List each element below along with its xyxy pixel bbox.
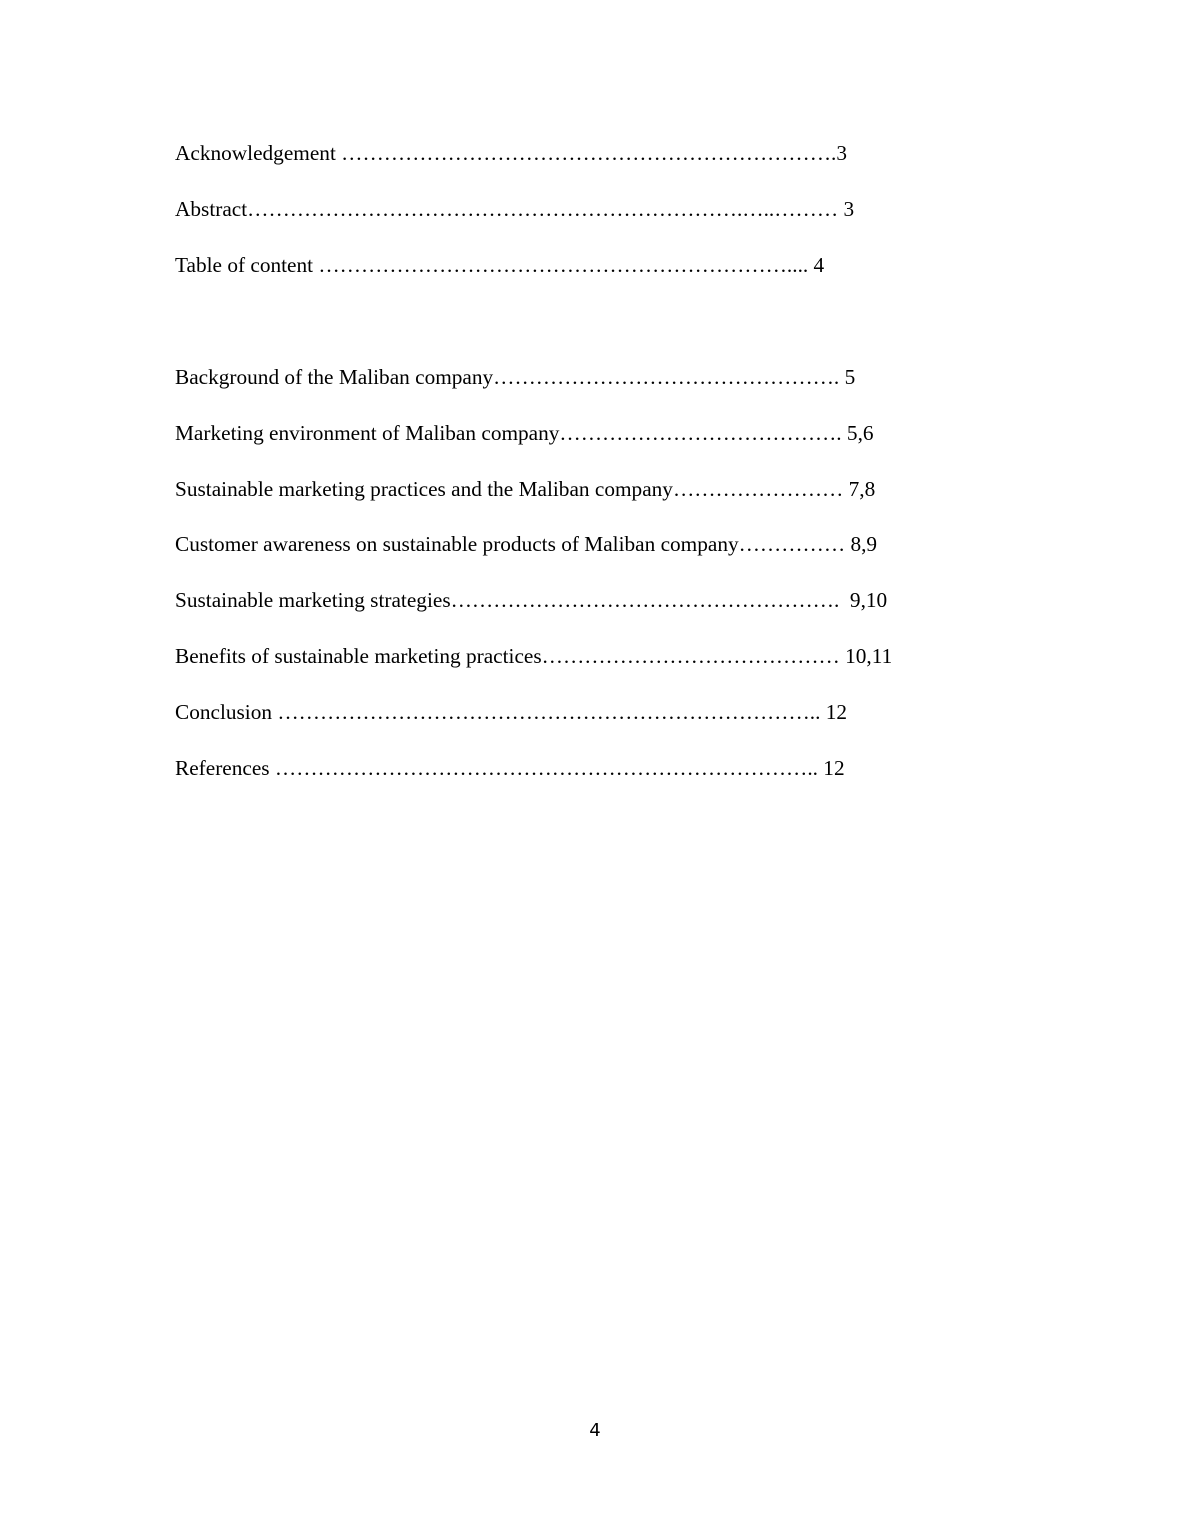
toc-entry-customer-awareness: Customer awareness on sustainable products of Maliban company…………… 8,9 — [175, 532, 878, 557]
page-number: 4 — [589, 1420, 601, 1441]
toc-entry-background: Background of the Maliban company…………………………………………. 5 — [175, 365, 856, 389]
toc-entry-table-of-content: Table of content ………………………………………………………….... 4 — [175, 253, 825, 277]
toc-main-sections — [175, 362, 1035, 808]
toc-entry-benefits: Benefits of sustainable marketing practices…………………………………… 10,11 — [175, 643, 893, 668]
toc-front-matter — [175, 138, 1035, 306]
toc-entry-conclusion: Conclusion ………………………………………………………………….. 12 — [175, 699, 848, 724]
toc-entry-sustainable-practices: Sustainable marketing practices and the Maliban company…………………… 7,8 — [175, 476, 876, 501]
toc-entry-abstract: Abstract…………………………………………………………….…..……… 3 — [175, 197, 855, 221]
toc-entry-references: References ………………………………………………………………….. 12 — [175, 755, 845, 780]
toc-entry-marketing-environment: Marketing environment of Maliban company…………………………………. 5,6 — [175, 420, 874, 445]
toc-entry-marketing-strategies: Sustainable marketing strategies………………………………………………. 9,10 — [175, 588, 888, 613]
toc-entry-acknowledgement: Acknowledgement …………………………………………………………….3 — [175, 141, 847, 165]
